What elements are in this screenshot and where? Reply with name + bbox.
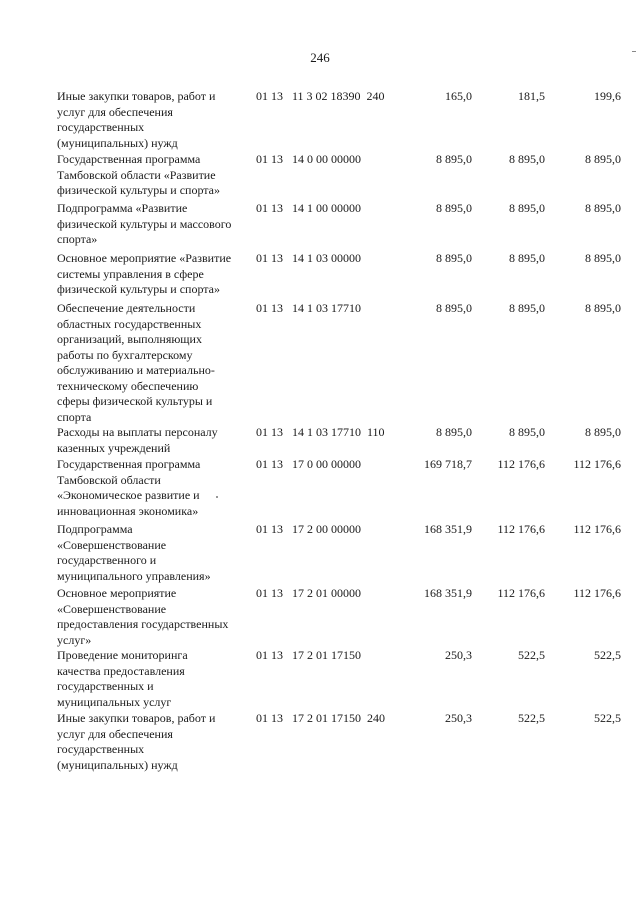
row-value-1: 250,3 xyxy=(445,711,472,725)
row-value-2: 8 895,0 xyxy=(509,301,545,315)
row-value-1: 168 351,9 xyxy=(424,522,472,536)
row-code: 01 13 14 1 03 17710 xyxy=(256,301,361,315)
row-value-3: 112 176,6 xyxy=(573,522,621,536)
row-name: Расходы на выплаты персоналу казенных учреждений xyxy=(57,425,218,455)
row-value-3: 8 895,0 xyxy=(585,251,621,265)
row-name: Иные закупки товаров, работ и услуг для обеспечения государственных (муниципальных) нужд xyxy=(57,89,216,150)
row-value-1: 8 895,0 xyxy=(436,301,472,315)
row-name: Подпрограмма «Совершенствование государственного и муниципального управления» xyxy=(57,522,211,583)
row-value-3: 8 895,0 xyxy=(585,152,621,166)
row-value-1: 8 895,0 xyxy=(436,251,472,265)
row-value-1: 168 351,9 xyxy=(424,586,472,600)
row-name: Подпрограмма «Развитие физической культуры и массового спорта» xyxy=(57,201,232,246)
row-code: 01 13 14 0 00 00000 xyxy=(256,152,361,166)
row-code: 01 13 14 1 03 00000 xyxy=(256,251,361,265)
row-value-2: 522,5 xyxy=(518,711,545,725)
row-value-2: 522,5 xyxy=(518,648,545,662)
row-code: 01 13 11 3 02 18390 240 xyxy=(256,89,385,103)
row-value-1: 8 895,0 xyxy=(436,201,472,215)
row-value-3: 112 176,6 xyxy=(573,586,621,600)
row-name: Обеспечение деятельности областных государственных организаций, выполняющих работы по бухгалтерскому обслуживанию и материально- техническому обеспечению сферы физической культуры и спорта xyxy=(57,301,215,424)
row-code: 01 13 17 2 01 00000 xyxy=(256,586,361,600)
row-value-3: 8 895,0 xyxy=(585,201,621,215)
row-value-1: 8 895,0 xyxy=(436,152,472,166)
row-value-3: 522,5 xyxy=(594,711,621,725)
row-value-1: 8 895,0 xyxy=(436,425,472,439)
row-value-2: 8 895,0 xyxy=(509,152,545,166)
row-value-1: 250,3 xyxy=(445,648,472,662)
row-value-2: 8 895,0 xyxy=(509,201,545,215)
row-value-2: 112 176,6 xyxy=(497,586,545,600)
row-name: Проведение мониторинга качества предоставления государственных и муниципальных услуг xyxy=(57,648,188,709)
row-value-2: 181,5 xyxy=(518,89,545,103)
row-value-3: 522,5 xyxy=(594,648,621,662)
page-number: 246 xyxy=(310,50,330,65)
row-code: 01 13 17 2 01 17150 240 xyxy=(256,711,385,725)
row-code: 01 13 14 1 03 17710 110 xyxy=(256,425,385,439)
row-name: Основное мероприятие «Развитие системы управления в сфере физической культуры и спорта» xyxy=(57,251,232,296)
row-value-2: 8 895,0 xyxy=(509,425,545,439)
row-code: 01 13 17 2 00 00000 xyxy=(256,522,361,536)
row-name: Государственная программа Тамбовской области «Экономическое развитие и инновационная экономика» xyxy=(57,457,201,518)
row-value-3: 8 895,0 xyxy=(585,301,621,315)
row-value-3: 112 176,6 xyxy=(573,457,621,471)
row-value-2: 112 176,6 xyxy=(497,457,545,471)
row-code: 01 13 17 0 00 00000 xyxy=(256,457,361,471)
row-value-3: 199,6 xyxy=(594,89,621,103)
row-name: Основное мероприятие «Совершенствование предоставления государственных услуг» xyxy=(57,586,229,647)
row-value-2: 112 176,6 xyxy=(497,522,545,536)
row-name: Иные закупки товаров, работ и услуг для обеспечения государственных (муниципальных) нужд xyxy=(57,711,216,772)
row-value-1: 165,0 xyxy=(445,89,472,103)
row-value-1: 169 718,7 xyxy=(424,457,472,471)
row-code: 01 13 17 2 01 17150 xyxy=(256,648,361,662)
row-value-3: 8 895,0 xyxy=(585,425,621,439)
row-name: Государственная программа Тамбовской области «Развитие физической культуры и спорта» xyxy=(57,152,221,197)
row-value-2: 8 895,0 xyxy=(509,251,545,265)
row-code: 01 13 14 1 00 00000 xyxy=(256,201,361,215)
